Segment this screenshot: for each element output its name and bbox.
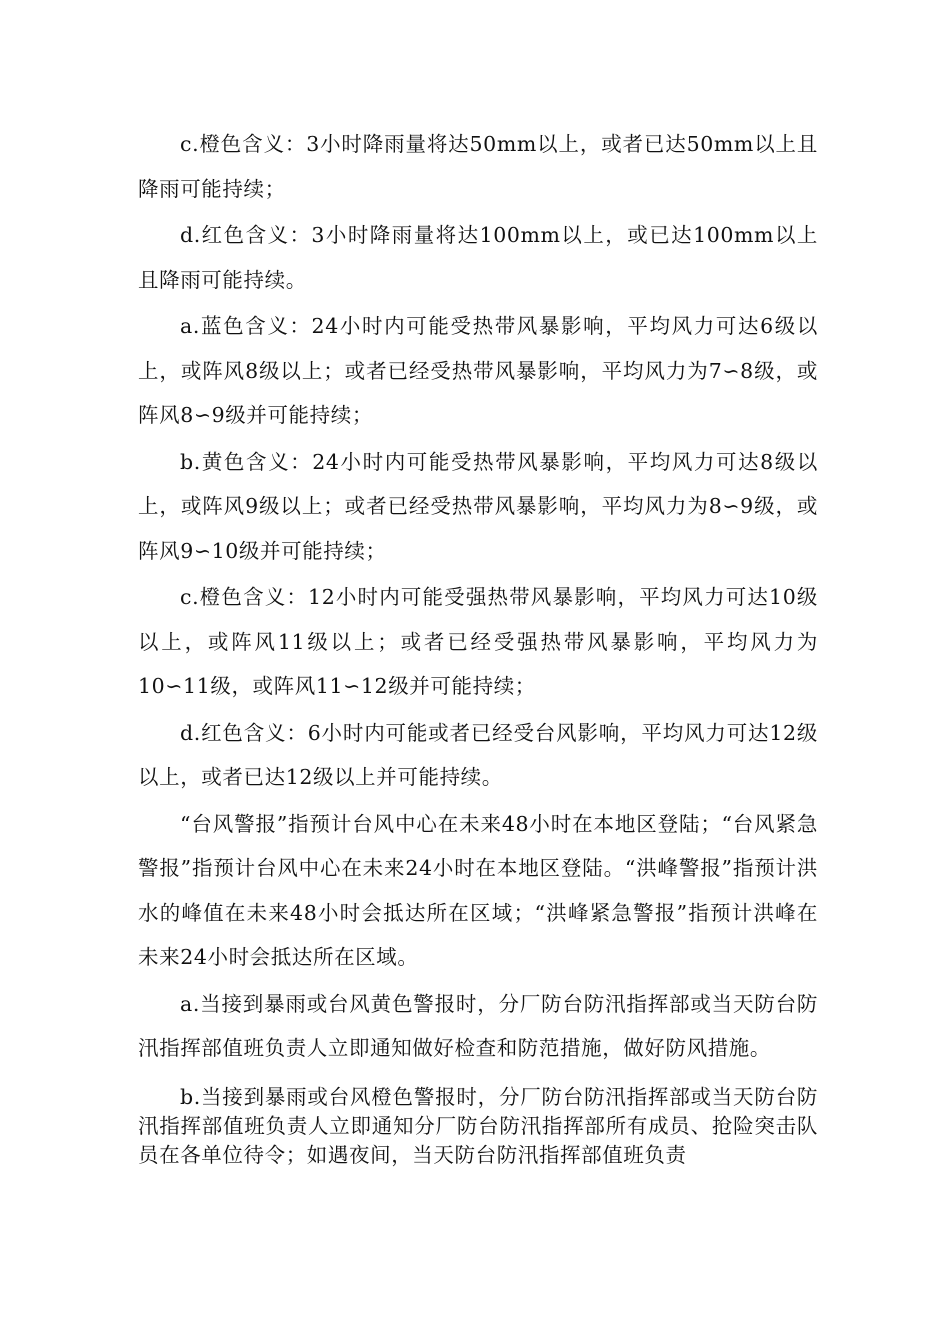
document-page (138, 122, 818, 1170)
paragraph-typhoon-red: d.红色含义：6小时内可能或者已经受台风影响，平均风力可达12级以上，或者已达12级以上并可能持续。 (138, 720, 818, 789)
paragraph-typhoon-yellow: b.黄色含义：24小时内可能受热带风暴影响，平均风力可达8级以上，或阵风9级以上；或者已经受热带风暴影响，平均风力为8∽9级，或阵风9∽10级并可能持续； (138, 449, 818, 563)
paragraph-rain-orange: c.橙色含义：3小时降雨量将达50mm以上，或者已达50mm以上且降雨可能持续； (138, 132, 818, 201)
paragraph-yellow-response: a.当接到暴雨或台风黄色警报时，分厂防台防汛指挥部或当天防台防汛指挥部值班负责人立即通知做好检查和防范措施，做好防风措施。 (138, 991, 818, 1060)
paragraph-rain-red: d.红色含义：3小时降雨量将达100mm以上，或已达100mm以上且降雨可能持续。 (138, 223, 818, 292)
paragraph-typhoon-orange: c.橙色含义：12小时内可能受强热带风暴影响，平均风力可达10级以上，或阵风11级以上；或者已经受强热带风暴影响，平均风力为10∽11级，或阵风11∽12级并可能持续； (138, 585, 818, 698)
paragraph-orange-response: b.当接到暴雨或台风橙色警报时，分厂防台防汛指挥部或当天防台防汛指挥部值班负责人立即通知分厂防台防汛指挥部所有成员、抢险突击队员在各单位待令；如遇夜间，当天防台防汛指挥部值班负责 (138, 1084, 818, 1167)
paragraph-warning-definitions: “台风警报”指预计台风中心在未来48小时在本地区登陆；“台风紧急警报”指预计台风中心在未来24小时在本地区登陆。“洪峰警报”指预计洪水的峰值在未来48小时会抵达所在区域；“洪峰紧急警报”指预计洪峰在未来24小时会抵达所在区域。 (138, 811, 818, 969)
paragraph-typhoon-blue: a.蓝色含义：24小时内可能受热带风暴影响，平均风力可达6级以上，或阵风8级以上；或者已经受热带风暴影响，平均风力为7∽8级，或阵风8∽9级并可能持续； (138, 314, 818, 427)
